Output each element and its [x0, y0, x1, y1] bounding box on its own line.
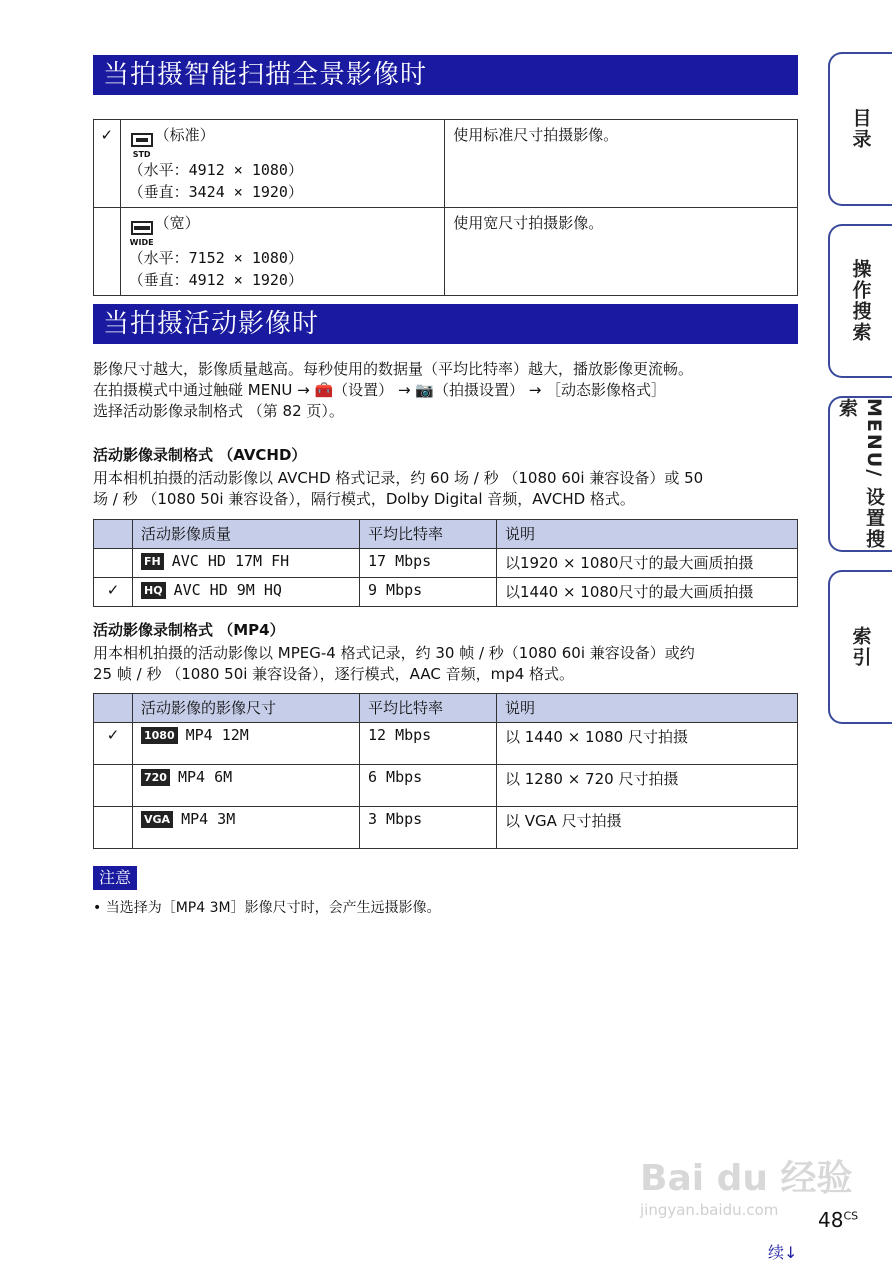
- size-vga-icon: VGA: [141, 811, 173, 828]
- section-title-panorama: 当拍摄智能扫描全景影像时: [93, 55, 798, 95]
- table-row[interactable]: FH AVC HD 17M FH 17 Mbps 以1920 × 1080尺寸的最大画质拍摄: [94, 549, 798, 578]
- option-label: （标准）: [154, 126, 215, 144]
- vertical-size: （垂直：3424 × 1920）: [128, 183, 303, 201]
- table-row[interactable]: [94, 208, 798, 296]
- horizontal-size: （水平：7152 × 1080）: [128, 249, 303, 267]
- section-title-movie: 当拍摄活动影像时: [93, 304, 798, 344]
- column-header: 活动影像的影像尺寸: [133, 694, 360, 723]
- avchd-paragraph: 用本相机拍摄的活动影像以 AVCHD 格式记录，约 60 场 / 秒 （1080 60i 兼容设备）或 50 场 / 秒 （1080 50i 兼容设备），隔行模式，Dolby Digital 音频，AVCHD 格式。: [93, 469, 704, 508]
- option-description: 使用标准尺寸拍摄影像。: [445, 120, 798, 208]
- continued-link[interactable]: 续↓: [768, 1243, 798, 1262]
- intro-paragraph: 影像尺寸越大，影像质量越高。每秒使用的数据量（平均比特率）越大，播放影像更流畅。 在拍摄模式中通过触碰 MENU → 🧰（设置） → 📷（拍摄设置） → ［动态影像格式］ 选择活动影像录制格式 （第 82 页）。: [93, 360, 694, 420]
- table-row[interactable]: ✓ 1080 MP4 12M 12 Mbps 以 1440 × 1080 尺寸拍摄: [94, 723, 798, 765]
- tab-contents[interactable]: 目录: [828, 52, 892, 206]
- column-header: 活动影像质量: [133, 520, 360, 549]
- check-icon: ✓: [94, 120, 121, 208]
- tab-menu-settings-search[interactable]: MENU/ 设置搜索: [828, 396, 892, 552]
- panorama-std-icon: STD: [129, 128, 155, 159]
- size-1080-icon: 1080: [141, 727, 178, 744]
- watermark-logo: Bai du 经验 jingyan.baidu.com: [640, 1158, 853, 1219]
- option-description: 使用宽尺寸拍摄影像。: [445, 208, 798, 296]
- option-label: （宽）: [154, 214, 200, 232]
- panorama-size-table: [93, 119, 798, 296]
- size-720-icon: 720: [141, 769, 170, 786]
- table-row[interactable]: 720 MP4 6M 6 Mbps 以 1280 × 720 尺寸拍摄: [94, 765, 798, 807]
- horizontal-size: （水平：4912 × 1080）: [128, 161, 303, 179]
- check-icon: ✓: [94, 578, 133, 607]
- table-row[interactable]: [94, 120, 798, 208]
- column-header: 说明: [497, 694, 798, 723]
- fh-quality-icon: FH: [141, 553, 164, 570]
- mp4-heading: 活动影像录制格式 （MP4）: [93, 621, 285, 639]
- check-icon: ✓: [94, 723, 133, 765]
- column-header: 平均比特率: [360, 694, 497, 723]
- tab-index[interactable]: 索引: [828, 570, 892, 724]
- note-label: 注意: [93, 866, 137, 890]
- mp4-paragraph: 用本相机拍摄的活动影像以 MPEG-4 格式记录，约 30 帧 / 秒（1080 60i 兼容设备）或约 25 帧 / 秒 （1080 50i 兼容设备），逐行模式，AAC 音频，mp4 格式。: [93, 644, 695, 683]
- column-header: 平均比特率: [360, 520, 497, 549]
- vertical-size: （垂直：4912 × 1920）: [128, 271, 303, 289]
- hq-quality-icon: HQ: [141, 582, 166, 599]
- panorama-wide-icon: WIDE: [129, 216, 155, 247]
- page-number: $48^{CS}$: [818, 1208, 859, 1232]
- mp4-table: [93, 693, 798, 849]
- avchd-heading: 活动影像录制格式 （AVCHD）: [93, 446, 307, 464]
- table-row[interactable]: VGA MP4 3M 3 Mbps 以 VGA 尺寸拍摄: [94, 807, 798, 849]
- column-header: 说明: [497, 520, 798, 549]
- note-text: • 当选择为［MP4 3M］影像尺寸时，会产生远摄影像。: [93, 900, 441, 916]
- table-row[interactable]: ✓ HQ AVC HD 9M HQ 9 Mbps 以1440 × 1080尺寸的最大画质拍摄: [94, 578, 798, 607]
- avchd-table: [93, 519, 798, 607]
- tab-operation-search[interactable]: 操作搜索: [828, 224, 892, 378]
